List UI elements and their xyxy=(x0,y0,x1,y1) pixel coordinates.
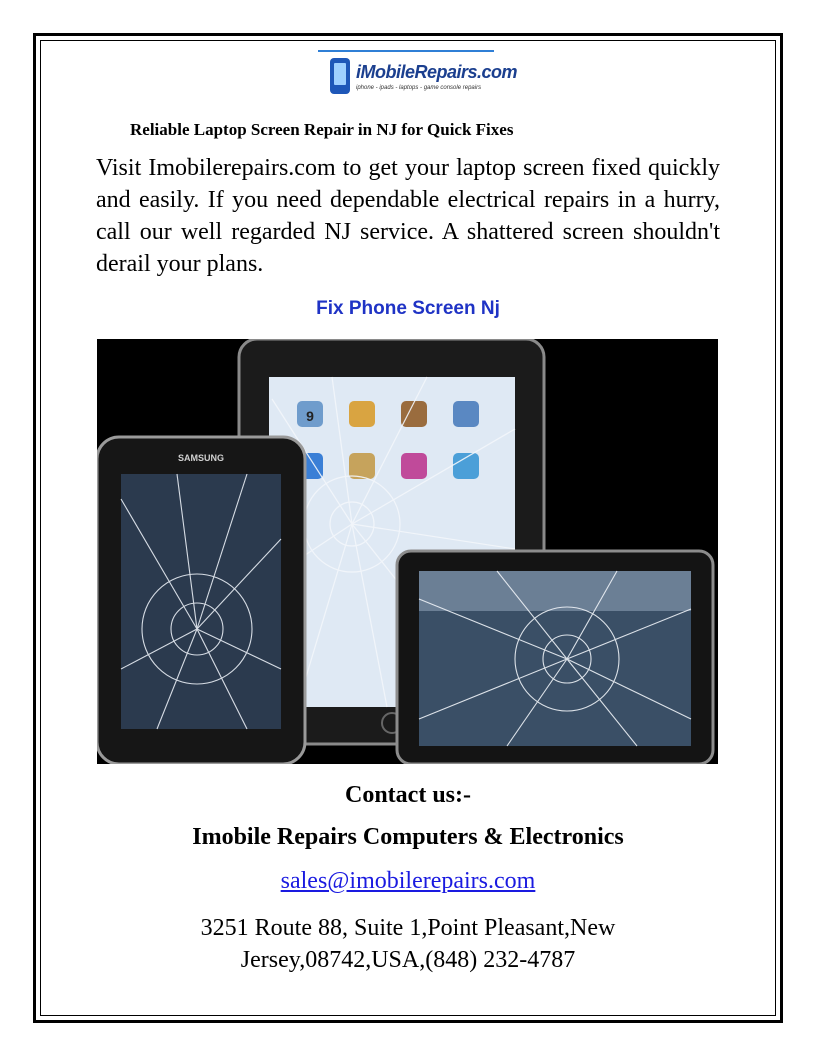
logo-tagline: iphone - ipads - laptops - game console repairs xyxy=(356,85,482,91)
address-line-2: Jersey,08742,USA,(848) 232-4787 xyxy=(240,947,576,973)
imobilerepairs-logo xyxy=(318,50,518,106)
intro-paragraph: Visit Imobilerepairs.com to get your laptop screen fixed quickly and easily. If you need dependable electrical repairs in a hurry, call our well regarded NJ service. A shattered screen shouldn't derail your plans. xyxy=(96,155,720,277)
calendar-day-label: 9 xyxy=(306,408,314,424)
contact-heading: Contact us:- xyxy=(345,782,471,808)
page-heading: Reliable Laptop Screen Repair in NJ for Quick Fixes xyxy=(130,120,514,139)
address-line-1: 3251 Route 88, Suite 1,Point Pleasant,New xyxy=(200,915,616,941)
cracked-tablets-photo xyxy=(97,339,718,764)
logo-name: iMobileRepairs.com xyxy=(356,62,518,82)
email-link-wrapper xyxy=(0,868,816,895)
address-block xyxy=(0,912,816,976)
email-link[interactable]: sales@imobilerepairs.com xyxy=(280,868,536,894)
phone-icon xyxy=(330,58,350,94)
samsung-brand-label: SAMSUNG xyxy=(177,453,225,463)
company-name: Imobile Repairs Computers & Electronics xyxy=(192,824,624,850)
fix-phone-screen-link[interactable]: Fix Phone Screen Nj xyxy=(316,298,500,319)
